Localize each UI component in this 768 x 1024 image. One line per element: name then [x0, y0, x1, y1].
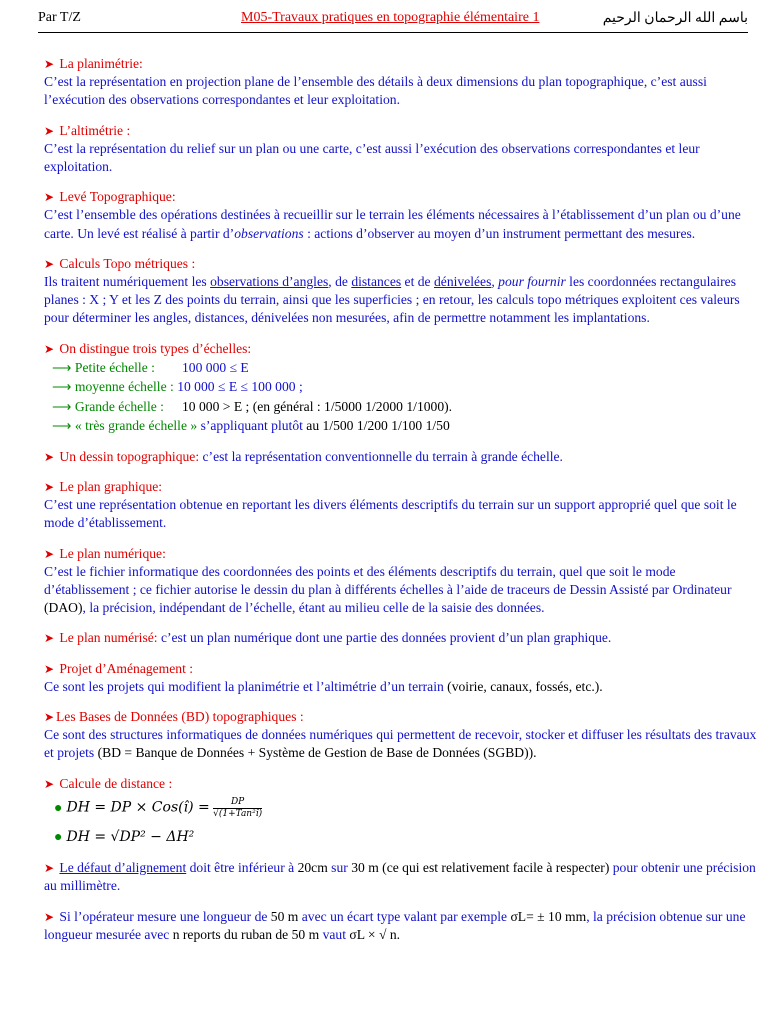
text-part: (BD = Banque de Données + Système de Gestion de Base de Données (SGBD)). — [97, 745, 537, 761]
text-part: Ce sont les projets qui modifient la planimétrie et l’altimétrie d’un terrain — [44, 678, 448, 694]
text-underlined: distances — [351, 274, 402, 290]
scale-label: ⟶ moyenne échelle : — [52, 379, 174, 395]
text-italic: pour fournir — [498, 274, 566, 290]
arrow-icon: ➤ — [44, 861, 55, 876]
text-underlined: observations d’angles — [210, 274, 329, 290]
section-title: Projet d’Aménagement : — [59, 660, 194, 676]
arrow-icon: ➤ — [44, 661, 55, 676]
text-part: Ce sont des structures informatiques de données numériques qui permettent de recevoir, stocker et diffuser les résultats des travaux et projets — [44, 727, 757, 761]
scale-text: s’appliquant plutôt — [197, 418, 303, 434]
section-operateur — [44, 908, 764, 944]
scale-label: ⟶ Petite échelle : — [52, 359, 155, 375]
arrow-icon: ➤ — [44, 710, 55, 725]
arrow-icon: ➤ — [44, 123, 55, 138]
formula-fraction — [213, 797, 262, 820]
section-title: Un dessin topographique: — [59, 448, 200, 464]
formula-text: DH = DP × Cos(î) = — [66, 799, 210, 816]
scale-value: au 1/500 1/200 1/100 1/50 — [302, 418, 450, 434]
text-part: , la précision, indépendant de l’échelle, étant au milieu celle de la saisie des données. — [82, 600, 545, 616]
section-dessin — [44, 448, 764, 466]
scale-value: 10 000 > E ; (en général : 1/5000 1/2000 1/1000). — [182, 398, 453, 414]
arrow-icon: ➤ — [44, 256, 55, 271]
text-part: avec un écart type valant par exemple — [298, 908, 511, 924]
text-part: vaut — [319, 926, 350, 942]
course-title: M05-Travaux pratiques en topographie élémentaire 1 — [241, 10, 540, 25]
text-part: σL= ± 10 mm — [510, 908, 587, 924]
section-planimetrie — [44, 55, 764, 110]
formula-line-2 — [54, 828, 764, 847]
section-text: c’est la représentation conventionnelle du terrain à grande échelle. — [199, 448, 563, 464]
section-title: La planimétrie: — [59, 56, 143, 71]
text-part: Si l’opérateur mesure une longueur de — [59, 908, 271, 924]
text-part: : actions d’observer au moyen d’un instrument permettant des mesures. — [303, 225, 696, 241]
text-part: sur — [327, 860, 352, 876]
text-underlined: dénivelées — [434, 274, 492, 290]
section-projet — [44, 660, 764, 696]
section-altimetrie — [44, 122, 764, 177]
arrow-icon: ➤ — [44, 480, 55, 495]
section-title: Calcule de distance : — [59, 775, 173, 791]
section-text — [44, 273, 764, 328]
section-title: On distingue trois types d’échelles: — [59, 340, 252, 356]
scale-grande — [44, 397, 764, 417]
section-text: C’est la représentation en projection plane de l’ensemble des détails à deux dimensions du plan topographique, c’est aussi l’exécution des observations correspondantes et leur exploitation. — [44, 74, 707, 108]
document-body — [44, 55, 764, 956]
text-part: , la précision obtenue sur une longueur mesurée avec — [44, 908, 746, 942]
scale-value: 10 000 ≤ E ≤ 100 000 ; — [177, 379, 303, 395]
section-plan-numerise — [44, 629, 764, 647]
text-italic: observations — [234, 225, 304, 241]
formula-text: DH = √DP² − ΔH² — [66, 828, 195, 845]
section-text: c’est un plan numérique dont une partie des données provient d’un plan graphique. — [157, 630, 612, 646]
section-title: Calculs Topo métriques : — [59, 255, 196, 271]
section-text — [44, 726, 764, 762]
author-label: Par T/Z — [38, 10, 81, 25]
scale-moyenne — [44, 377, 764, 397]
text-part: C’est l’ensemble des opérations destinées à recueillir sur le terrain les éléments nécessaires à l’établissement d’un plan ou d’une carte. Un levé est réalisé à partir d’ — [44, 207, 741, 241]
scale-value: 100 000 ≤ E — [182, 359, 249, 375]
text-part: les coordonnées rectangulaires planes : X ; Y et les Z des points du terrain, ainsi que les superficies ; en retour, les calculs topo métriques exploitent ces valeurs pour déterminer les angles, distances, dénivelées non mesurées, afin de permettre notamment les implantations. — [44, 274, 740, 326]
text-part: 20cm — [297, 860, 328, 876]
section-title: L’altimétrie : — [59, 122, 131, 138]
section-title: Les Bases de Données (BD) topographiques : — [56, 709, 304, 725]
text-part: , de — [328, 274, 352, 290]
fraction-denominator: √(1+Tan²î) — [213, 808, 263, 819]
arrow-icon: ➤ — [44, 341, 55, 356]
fraction-numerator: DP — [213, 797, 262, 809]
text-part: pour obtenir une précision au millimètre. — [44, 860, 756, 894]
section-text: C’est une représentation obtenue en reportant les divers éléments descriptifs du terrain sur un support approprié quel que soit le mode d’établissement. — [44, 497, 737, 531]
text-part: 50 m — [270, 908, 299, 924]
basmala-text: باسم الله الرحمان الرحيم — [602, 11, 748, 26]
scale-label: ⟶ « très grande échelle » — [52, 418, 198, 434]
scale-label: ⟶ Grande échelle : — [52, 398, 164, 414]
section-text — [44, 206, 764, 242]
text-part: doit être inférieur à — [186, 860, 298, 876]
arrow-icon: ➤ — [44, 57, 55, 71]
bullet-icon: ● — [54, 829, 63, 845]
section-title: Le plan graphique: — [59, 479, 163, 495]
arrow-icon: ➤ — [44, 190, 55, 205]
section-leve — [44, 188, 764, 243]
formula-line-1 — [54, 797, 764, 820]
section-bd — [44, 708, 764, 763]
text-part: C’est le fichier informatique des coordonnées des points et des éléments descriptifs du terrain, quel que soit le mode d’établissement ; ce fichier autorise le dessin du plan à différents échelles à l’aide de traceurs de Dessin Assisté par Ordinateur — [44, 563, 732, 598]
section-title: Le plan numérisé: — [59, 630, 158, 646]
section-alignement — [44, 859, 764, 895]
arrow-icon: ➤ — [44, 546, 55, 561]
section-plan-graphique — [44, 478, 764, 533]
section-text — [44, 563, 764, 618]
section-text — [44, 678, 764, 696]
arrow-icon: ➤ — [44, 776, 55, 791]
text-part: n reports du ruban de 50 m — [172, 926, 320, 942]
section-plan-numerique — [44, 545, 764, 618]
arrow-icon: ➤ — [44, 449, 55, 464]
text-part: et de — [401, 274, 434, 290]
arrow-icon: ➤ — [44, 909, 55, 924]
section-echelles — [44, 340, 764, 436]
header-rule — [38, 32, 748, 33]
text-part: σL × √ n. — [349, 926, 401, 942]
text-part: , — [491, 274, 499, 290]
section-calculs — [44, 255, 764, 328]
section-text: C’est la représentation du relief sur un plan ou une carte, c’est aussi l’exécution des observations correspondantes et leur exploitation. — [44, 140, 700, 175]
page-header — [38, 10, 748, 30]
section-distance — [44, 775, 764, 847]
text-part: (voirie, canaux, fossés, etc.). — [447, 678, 603, 694]
section-title: Le plan numérique: — [59, 545, 166, 561]
text-part: (DAO) — [44, 600, 83, 616]
bullet-icon: ● — [54, 800, 63, 816]
arrow-icon: ➤ — [44, 631, 55, 646]
text-underlined: Le défaut d’alignement — [59, 860, 187, 876]
text-part: 30 m (ce qui est relativement facile à respecter) — [351, 860, 610, 876]
scale-petite — [44, 358, 764, 378]
text-part: Ils traitent numériquement les — [44, 274, 211, 290]
scale-tres-grande — [44, 416, 764, 436]
section-title: Levé Topographique: — [59, 189, 176, 205]
